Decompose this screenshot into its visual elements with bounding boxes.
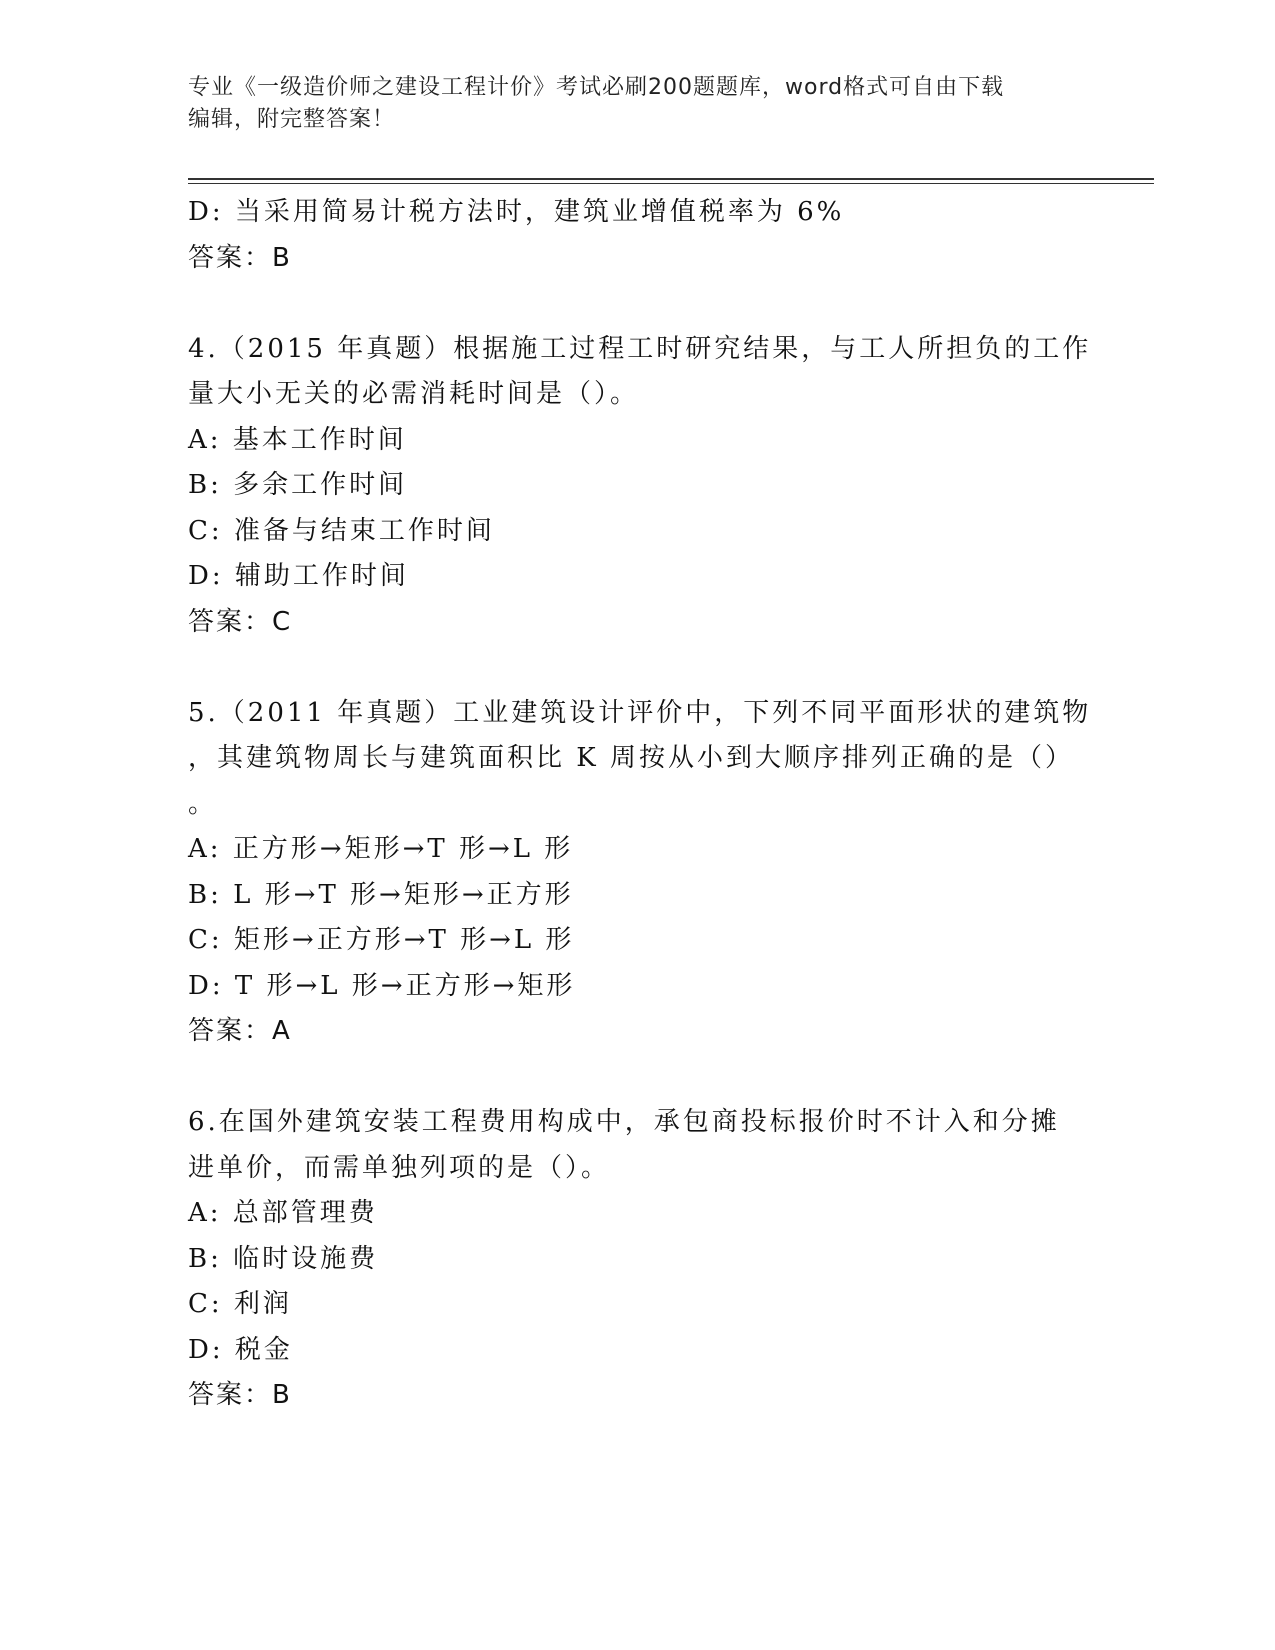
spacer xyxy=(188,645,1068,691)
question-text-line: 进单价，而需单独列项的是（）。 xyxy=(188,1152,611,1183)
question-text-line: ，其建筑物周长与建筑面积比 K 周按从小到大顺序排列正确的是（） xyxy=(188,743,1074,773)
question-5 xyxy=(188,691,1092,1055)
page-header xyxy=(188,72,1068,136)
question-6 xyxy=(188,1100,1068,1419)
option-a: A: 正方形→矩形→T 形→L 形 xyxy=(188,834,574,864)
header-divider-thin xyxy=(188,183,1154,184)
question-text-line: 5.（2011 年真题）工业建筑设计评价中，下列不同平面形状的建筑物 xyxy=(188,697,1092,728)
answer: 答案：A xyxy=(188,1016,292,1046)
option-b: B: L 形→T 形→矩形→正方形 xyxy=(188,879,574,910)
option-a: A: 基本工作时间 xyxy=(188,424,407,455)
answer: 答案：B xyxy=(188,1380,292,1410)
option-d: D: 税金 xyxy=(188,1334,293,1365)
question-text-line: 。 xyxy=(188,788,218,819)
spacer xyxy=(188,1055,1068,1101)
header-line-2: 编辑，附完整答案！ xyxy=(188,107,396,132)
option-d: D: 辅助工作时间 xyxy=(188,561,409,591)
option-c: C: 利润 xyxy=(188,1289,292,1319)
question-list xyxy=(188,190,1092,1419)
answer: 答案：B xyxy=(188,242,292,273)
option-c: C: 矩形→正方形→T 形→L 形 xyxy=(188,925,575,955)
question-text-line: 4.（2015 年真题）根据施工过程工时研究结果，与工人所担负的工作 xyxy=(188,333,1092,364)
header-line-1: 专业《一级造价师之建设工程计价》考试必刷200题题库，word格式可自由下载 xyxy=(188,75,1005,100)
option-a: A: 总部管理费 xyxy=(188,1198,378,1228)
question-3-tail xyxy=(188,190,1068,281)
header-divider-thick xyxy=(188,178,1154,180)
option-d: D: T 形→L 形→正方形→矩形 xyxy=(188,970,576,1001)
option-c: C: 准备与结束工作时间 xyxy=(188,515,495,546)
question-4 xyxy=(188,327,1092,646)
option-b: B: 多余工作时间 xyxy=(188,470,408,500)
spacer xyxy=(188,281,1068,327)
option-d: D: 当采用简易计税方法时，建筑业增值税率为 6% xyxy=(188,197,845,227)
answer: 答案：C xyxy=(188,606,293,637)
question-text-line: 量大小无关的必需消耗时间是（）。 xyxy=(188,379,640,409)
question-text-line: 6.在国外建筑安装工程费用构成中，承包商投标报价时不计入和分摊 xyxy=(188,1107,1060,1137)
option-b: B: 临时设施费 xyxy=(188,1243,379,1274)
